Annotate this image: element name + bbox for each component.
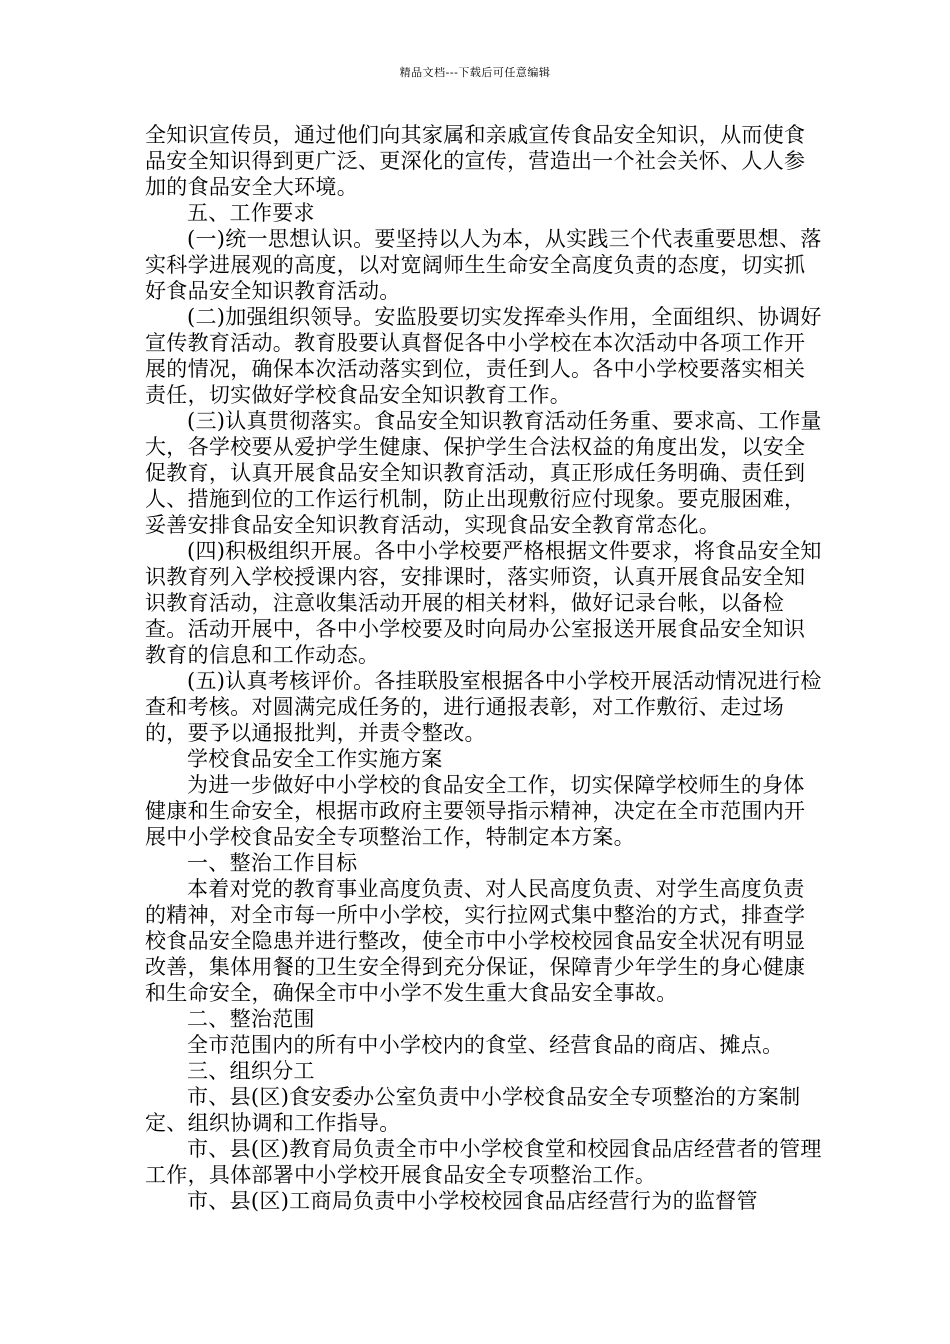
paragraph: (四)积极组织开展。各中小学校要严格根据文件要求，将食品安全知识教育列入学校授课内容，安排课时，落实师资，认真开展食品安全知识教育活动，注意收集活动开展的相关材料，做好记录台帐，以备检查。活动开展中，各中小学校要及时向局办公室报送开展食品安全知识教育的信息和工作动态。	[145, 539, 822, 667]
paragraph: 市、县(区)工商局负责中小学校校园食品店经营行为的监督管	[187, 1189, 758, 1213]
page-header: 精品文档---下载后可任意编辑	[399, 66, 551, 79]
paragraph: 全知识宣传员，通过他们向其家属和亲戚宣传食品安全知识，从而使食品安全知识得到更广泛、更深化的宣传，营造出一个社会关怀、人人参加的食品安全大环境。	[145, 123, 806, 199]
paragraph: 全市范围内的所有中小学校内的食堂、经营食品的商店、摊点。	[187, 1033, 784, 1057]
paragraph: (五)认真考核评价。各挂联股室根据各中小学校开展活动情况进行检查和考核。对圆满完成任务的，进行通报表彰，对工作敷衍、走过场的，要予以通报批判，并责令整改。	[145, 669, 822, 745]
paragraph: 市、县(区)食安委办公室负责中小学校食品安全专项整治的方案制定、组织协调和工作指导。	[145, 1085, 801, 1135]
section-heading: 三、组织分工	[187, 1059, 315, 1083]
paragraph: (二)加强组织领导。安监股要切实发挥牵头作用，全面组织、协调好宣传教育活动。教育股要认真督促各中小学校在本次活动中各项工作开展的情况，确保本次活动落实到位，责任到人。各中小学校要落实相关责任，切实做好学校食品安全知识教育工作。	[145, 305, 822, 407]
paragraph: 市、县(区)教育局负责全市中小学校食堂和校园食品店经营者的管理工作，具体部署中小学校开展食品安全专项整治工作。	[145, 1137, 822, 1187]
paragraph: (三)认真贯彻落实。食品安全知识教育活动任务重、要求高、工作量大，各学校要从爱护学生健康、保护学生合法权益的角度出发，以安全促教育，认真开展食品安全知识教育活动，真正形成任务明确、责任到人、措施到位的工作运行机制，防止出现敷衍应付现象。要克服困难，妥善安排食品安全知识教育活动，实现食品安全教育常态化。	[145, 409, 822, 537]
document-subtitle: 学校食品安全工作实施方案	[187, 747, 443, 771]
paragraph: 为进一步做好中小学校的食品安全工作，切实保障学校师生的身体健康和生命安全，根据市政府主要领导指示精神，决定在全市范围内开展中小学校食品安全专项整治工作，特制定本方案。	[145, 773, 806, 849]
section-heading: 五、工作要求	[187, 201, 315, 225]
paragraph: 本着对党的教育事业高度负责、对人民高度负责、对学生高度负责的精神，对全市每一所中小学校，实行拉网式集中整治的方式，排查学校食品安全隐患并进行整改，使全市中小学校校园食品安全状况有明显改善，集体用餐的卫生安全得到充分保证，保障青少年学生的身心健康和生命安全，确保全市中小学不发生重大食品安全事故。	[145, 877, 806, 1005]
section-heading: 一、整治工作目标	[187, 851, 358, 875]
section-heading: 二、整治范围	[187, 1007, 315, 1031]
document-body	[145, 122, 825, 1214]
paragraph: (一)统一思想认识。要坚持以人为本，从实践三个代表重要思想、落实科学进展观的高度，以对宽阔师生生命安全高度负责的态度，切实抓好食品安全知识教育活动。	[145, 227, 822, 303]
